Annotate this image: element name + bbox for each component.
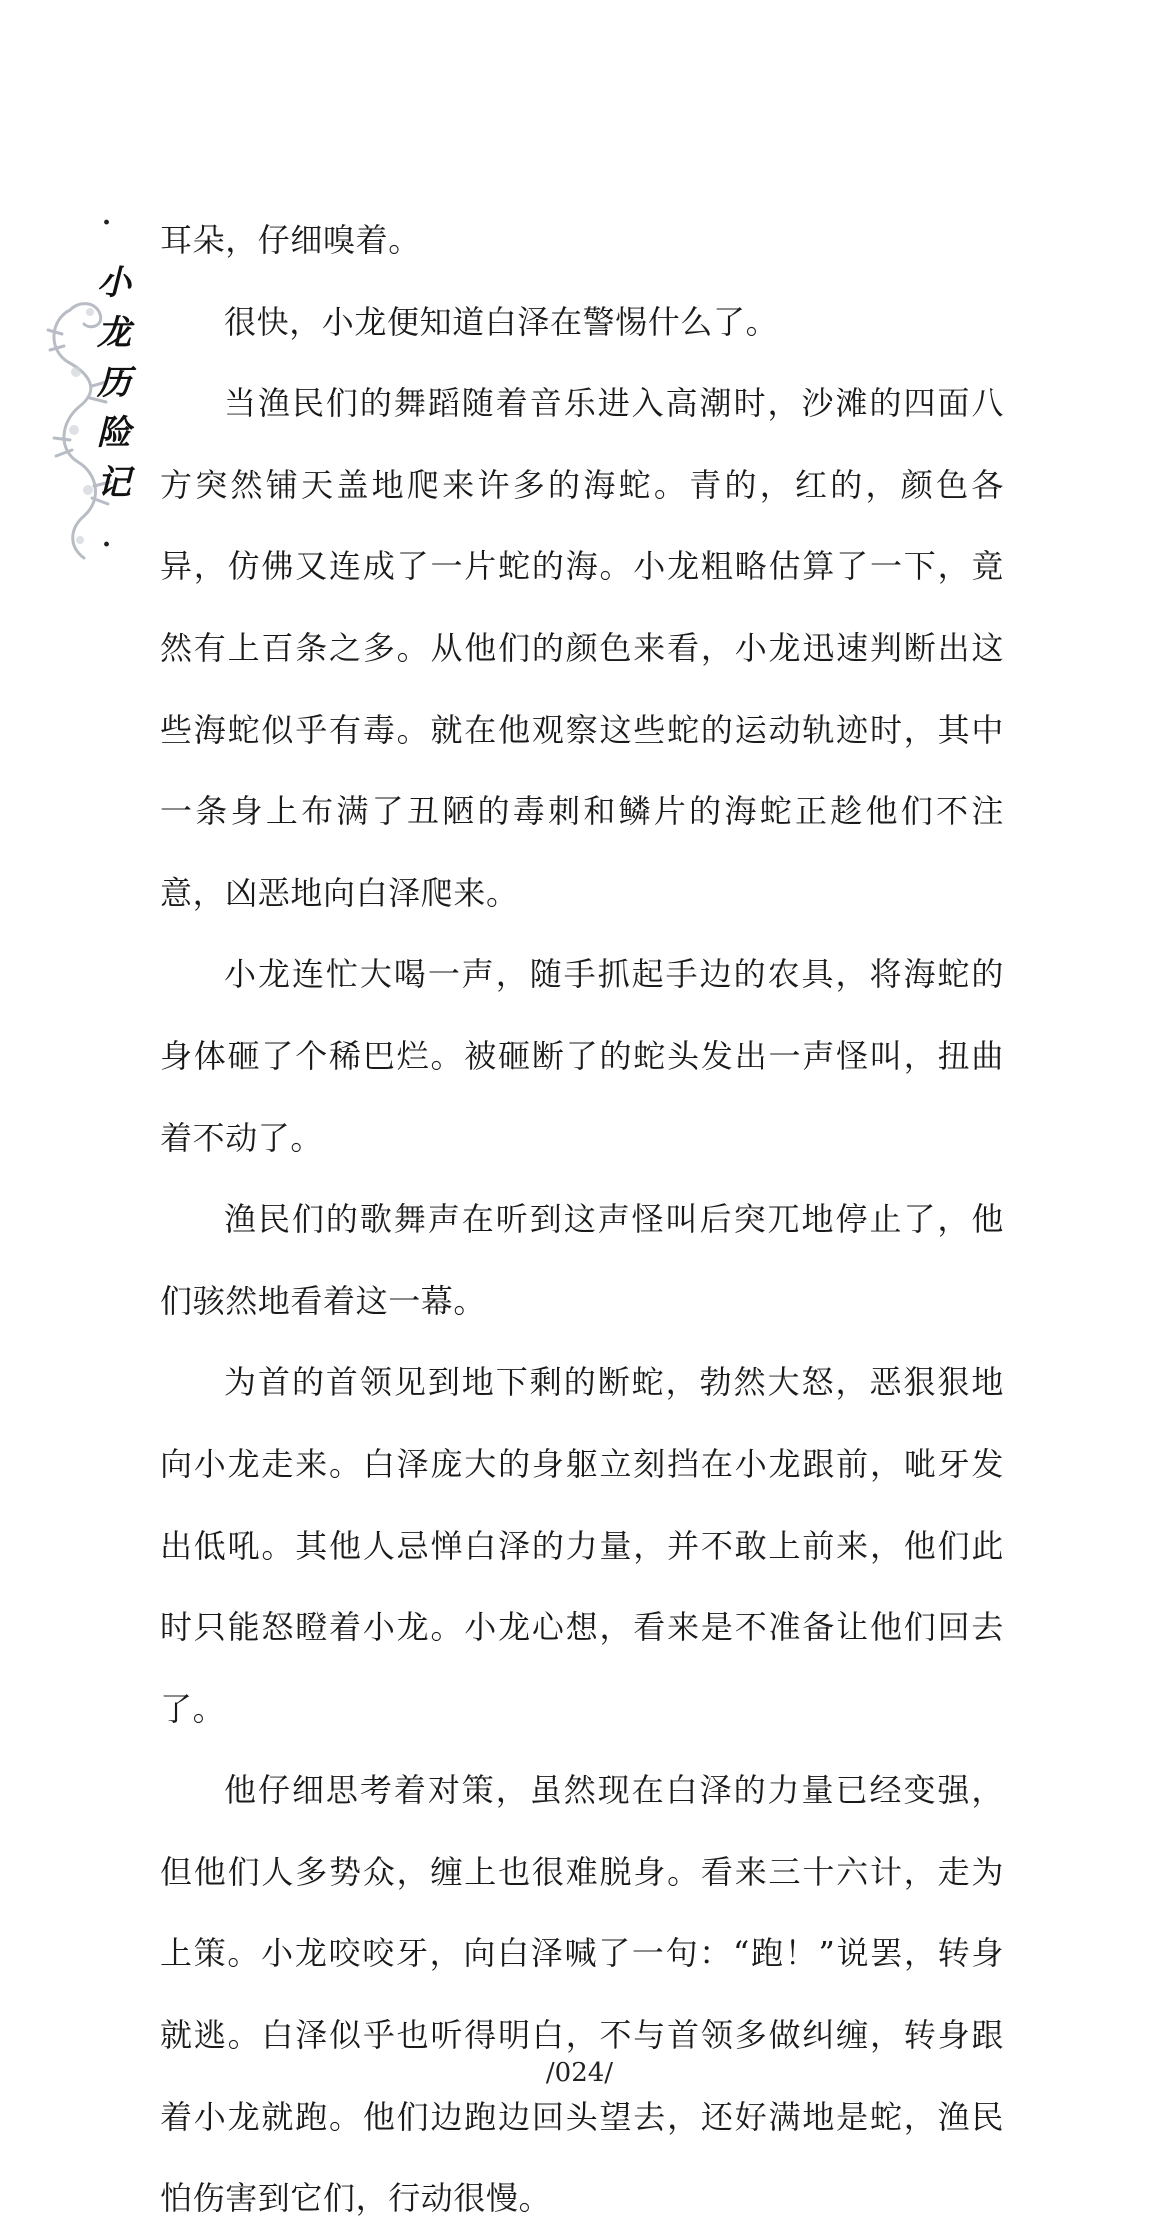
paragraph: 当渔民们的舞蹈随着音乐进入高潮时，沙滩的四面八方突然铺天盖地爬来许多的海蛇。青的，红的，颜色各异，仿佛又连成了一片蛇的海。小龙粗略估算了一下，竟然有上百条之多。从他们的颜色来看，小龙迅速判断出这些海蛇似乎有毒。就在他观察这些蛇的运动轨迹时，其中一条身上布满了丑陋的毒刺和鳞片的海蛇正趁他们不注意，凶恶地向白泽爬来。: [160, 384, 1004, 912]
title-characters: [92, 258, 136, 508]
title-char: 小: [97, 263, 131, 303]
title-dot-bottom: ·: [102, 530, 112, 560]
page-number: /024/: [545, 2058, 614, 2088]
title-char: 险: [97, 413, 131, 453]
paragraph: 小龙连忙大喝一声，随手抓起手边的农具，将海蛇的身体砸了个稀巴烂。被砸断了的蛇头发出一声怪叫，扭曲着不动了。: [160, 955, 1004, 1157]
paragraph: 他仔细思考着对策，虽然现在白泽的力量已经变强，但他们人多势众，缠上也很难脱身。看来三十六计，走为上策。小龙咬咬牙，向白泽喊了一句：“跑！”说罢，转身就逃。白泽似乎也听得明白，不与首领多做纠缠，转身跟着小龙就跑。他们边跑边回头望去，还好满地是蛇，渔民怕伤害到它们，行动很慢。: [160, 1771, 1004, 2218]
title-char: 历: [97, 363, 131, 403]
body-text: [160, 200, 1004, 2240]
title-char: 记: [97, 463, 131, 503]
book-title-vertical: [40, 210, 140, 570]
paragraph: 耳朵，仔细嗅着。: [160, 221, 421, 259]
paragraph: 很快，小龙便知道白泽在警惕什么了。: [224, 302, 779, 341]
paragraph: 为首的首领见到地下剩的断蛇，勃然大怒，恶狠狠地向小龙走来。白泽庞大的身躯立刻挡在小龙跟前，呲牙发出低吼。其他人忌惮白泽的力量，并不敢上前来，他们此时只能怒瞪着小龙。小龙心想，看来是不准备让他们回去了。: [160, 1363, 1004, 1728]
paragraph: 渔民们的歌舞声在听到这声怪叫后突兀地停止了，他们骇然地看着这一幕。: [160, 1200, 1004, 1320]
title-dot-top: ·: [102, 208, 112, 238]
title-char: 龙: [97, 313, 131, 353]
